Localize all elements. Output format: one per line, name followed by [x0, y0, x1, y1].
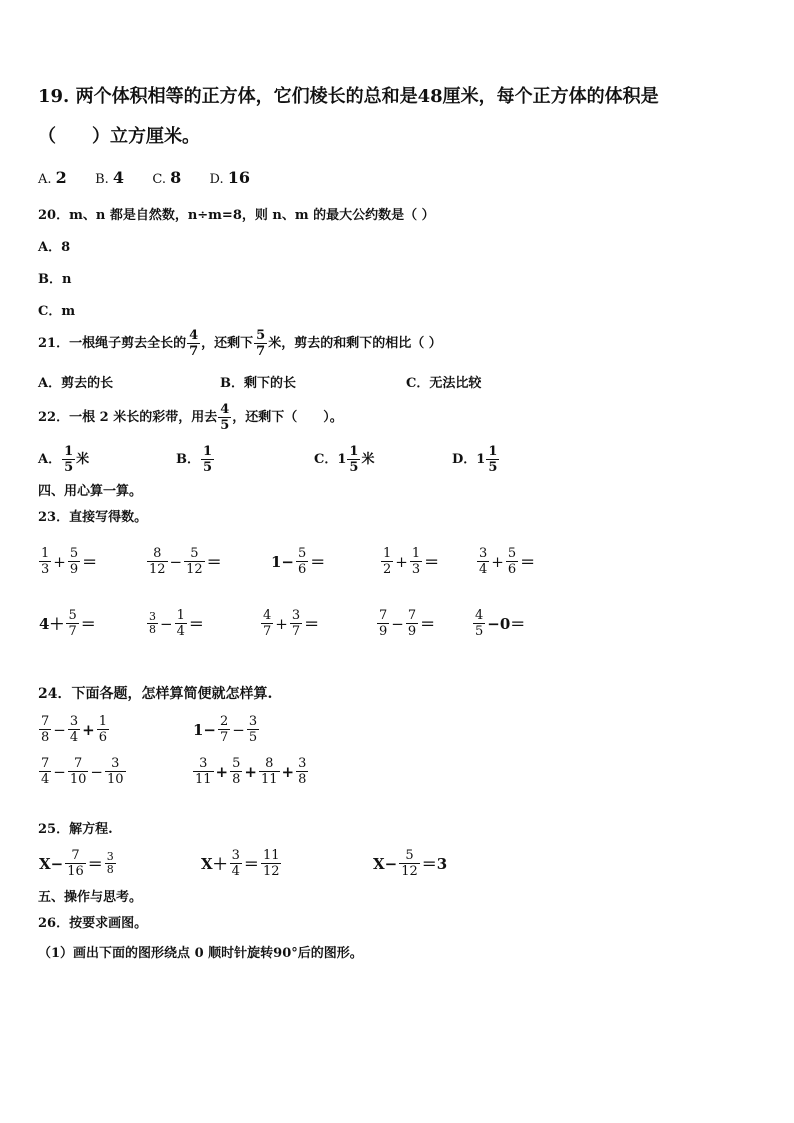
q21-text: 21．一根绳子剪去全长的 $\frac{4}{7}$ ，还剩下 $\frac{5}{7}$ 米，剪去的和剩下的相比（ ）: [38, 328, 442, 359]
q19-line2: （ ）立方厘米。: [38, 126, 200, 147]
q26-title: 26．按要求画图。: [38, 916, 148, 931]
q19-option-a: A. 2: [38, 168, 67, 187]
q21-option-b: B．剩下的长: [220, 376, 296, 391]
q20-option-c: C．m: [38, 304, 76, 319]
q20-option-b: B．n: [38, 272, 72, 287]
q21-option-c: C．无法比较: [406, 376, 482, 391]
q21-fraction-1: $\frac{4}{7}$: [189, 328, 199, 359]
q22-option-a: A． $\frac{1}{5}$ 米: [38, 444, 90, 475]
q25-equation-2: X＋ $\frac{3}{4}$ ＝ $\frac{11}{12}$: [201, 848, 280, 879]
q22-fraction: $\frac{4}{5}$: [220, 402, 230, 433]
section-5-heading: 五、操作与思考。: [38, 890, 143, 905]
q22-option-b: B． $\frac{1}{5}$: [176, 444, 213, 475]
q23-expr-5: $\frac{3}{4}$ + $\frac{5}{6}$ ＝: [479, 546, 536, 577]
q19-option-b: B. 4: [95, 168, 125, 187]
q23-expr-2: $\frac{8}{12}$ − $\frac{5}{12}$ ＝: [149, 546, 222, 577]
q23-expr-1: $\frac{1}{3}$ + $\frac{5}{9}$ ＝: [41, 546, 98, 577]
q24-title: 24．下面各题，怎样算简便就怎样算.: [38, 686, 273, 702]
q24-expr-4: $\frac{3}{11}$ + $\frac{5}{8}$ + $\frac{8}{11}$ + $\frac{3}{8}$: [195, 756, 307, 787]
q23-expr-6: 4＋ $\frac{5}{7}$ ＝: [39, 608, 96, 639]
q25-equation-3: X− $\frac{5}{12}$ ＝3: [373, 848, 448, 879]
q23-expr-9: $\frac{7}{9}$ − $\frac{7}{9}$ ＝: [379, 608, 436, 639]
q23-expr-7: $\frac{3}{8}$ − $\frac{1}{4}$ ＝: [149, 608, 204, 639]
q25-equation-1: X− $\frac{7}{16}$ ＝ $\frac{3}{8}$: [39, 848, 114, 879]
q25-title: 25．解方程.: [38, 822, 113, 837]
q19-line1: 19. 两个体积相等的正方体，它们棱长的总和是48厘米，每个正方体的体积是: [38, 86, 659, 107]
q22-option-d: D． 1 $\frac{1}{5}$: [452, 444, 498, 475]
q20-text: 20．m、n 都是自然数，n÷m=8，则 n、m 的最大公约数是（ ）: [38, 208, 435, 223]
q23-title: 23．直接写得数。: [38, 510, 148, 525]
q20-option-a: A．8: [38, 240, 71, 255]
q24-expr-3: $\frac{7}{4}$ − $\frac{7}{10}$ − $\frac{3}{10}$: [41, 756, 124, 787]
q24-expr-2: 1− $\frac{2}{7}$ − $\frac{3}{5}$: [193, 714, 258, 745]
q24-expr-1: $\frac{7}{8}$ − $\frac{3}{4}$ + $\frac{1}{6}$: [41, 714, 107, 745]
q21-fraction-2: $\frac{5}{7}$: [256, 328, 266, 359]
q19-option-c: C. 8: [152, 168, 182, 187]
q19-options: [38, 170, 250, 188]
q23-expr-8: $\frac{4}{7}$ + $\frac{3}{7}$ ＝: [263, 608, 320, 639]
q19-option-d: D. 16: [209, 168, 251, 187]
section-4-heading: 四、用心算一算。: [38, 484, 143, 499]
q22-text: 22．一根 2 米长的彩带，用去 $\frac{4}{5}$ ，还剩下（ ）。: [38, 402, 343, 433]
q26-sub-question-1: （1）画出下面的图形绕点 0 顺时针旋转90°后的图形。: [38, 946, 363, 961]
q21-option-a: A．剪去的长: [38, 376, 114, 391]
q23-expr-3: 1− $\frac{5}{6}$ ＝: [271, 546, 326, 577]
q23-expr-4: $\frac{1}{2}$ + $\frac{1}{3}$ ＝: [383, 546, 440, 577]
q23-expr-10: $\frac{4}{5}$ −0＝: [475, 608, 526, 639]
q22-option-c: C． 1 $\frac{1}{5}$ 米: [314, 444, 375, 475]
